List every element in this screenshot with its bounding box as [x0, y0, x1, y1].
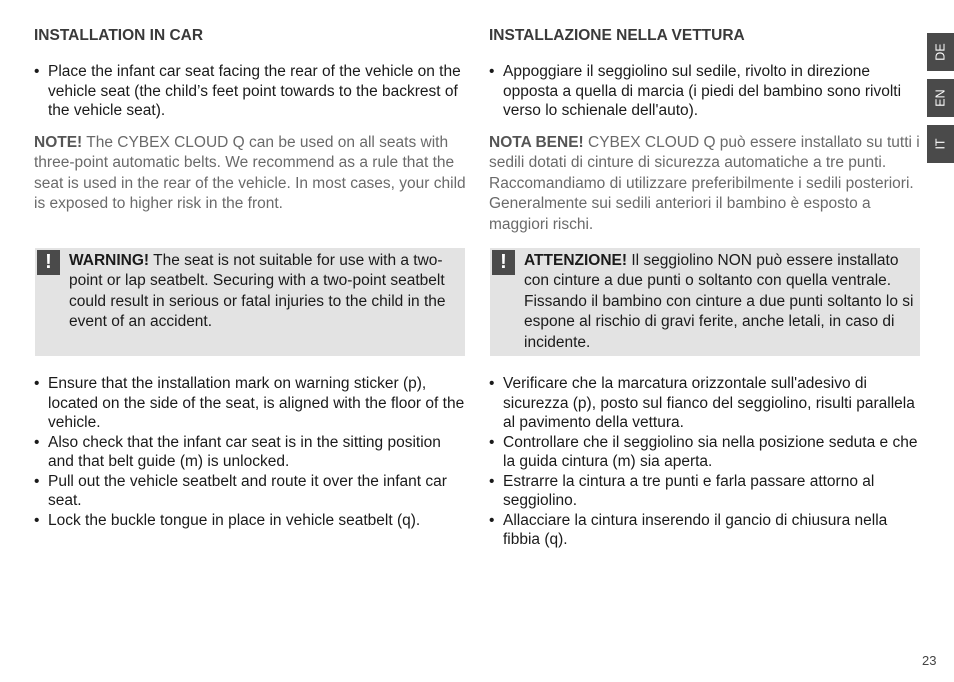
steps-list-en [34, 374, 466, 530]
section-heading-it: INSTALLAZIONE NELLA VETTURA [489, 27, 745, 44]
list-item: • Ensure that the installation mark on warning sticker (p), located on the side of the seat, is aligned with the floor of the vehicle. [34, 375, 465, 431]
page-number: 23 [922, 653, 937, 668]
bullet-icon: • [34, 433, 40, 451]
bullet-icon: • [34, 375, 40, 392]
note-text: The CYBEX CLOUD Q can be used on all seats with three-point automatic belts. We recommend as a rule that the seat is used in the rear of the vehicle. In most cases, your child is exposed to higher risk in the front. [34, 133, 466, 212]
bullet-icon: • [489, 433, 495, 451]
warning-icon: ! [492, 250, 515, 275]
intro-list-it [489, 62, 921, 121]
note-label: NOTA BENE! [489, 133, 584, 151]
warning-text-en [69, 251, 459, 333]
steps-list-it [489, 374, 921, 550]
list-item: • Estrarre la cintura a tre punti e farla passare attorno al seggiolino. [489, 472, 875, 509]
english-column [34, 26, 466, 215]
bullet-icon: • [489, 63, 495, 80]
list-item: • Appoggiare il seggiolino sul sedile, rivolto in direzione opposta a quella di marcia (i piedi del bambino sono rivolti verso lo schienale dell'auto). [489, 63, 902, 119]
bullet-icon: • [489, 511, 495, 529]
tab-de[interactable]: DE [927, 33, 954, 71]
warning-text-it [524, 251, 914, 353]
list-item: • Also check that the infant car seat is in the sitting position and that belt guide (m) is unlocked. [34, 433, 441, 470]
warning-box-en [35, 248, 465, 356]
list-item: • Verificare che la marcatura orizzontale sull'adesivo di sicurezza (p), posto sul fianco del seggiolino, risulti parallela al pavimento della vettura. [489, 375, 915, 431]
warning-body: Il seggiolino NON può essere installato con cinture a due punti o soltanto con quella ventrale. Fissando il bambino con cinture a due punti soltanto lo si espone al rischio di gravi ferite, anche letali, in caso di incidente. [524, 252, 914, 351]
warning-box-it [490, 248, 920, 356]
list-item: • Lock the buckle tongue in place in vehicle seatbelt (q). [34, 511, 421, 529]
note-paragraph-en [34, 133, 466, 215]
italian-column [489, 26, 921, 235]
bullet-icon: • [489, 375, 495, 392]
bullet-icon: • [34, 511, 40, 529]
list-item: • Pull out the vehicle seatbelt and route it over the infant car seat. [34, 472, 447, 509]
note-paragraph-it [489, 133, 921, 236]
warning-label: ATTENZIONE! [524, 252, 628, 269]
tab-en[interactable]: EN [927, 79, 954, 117]
list-item: • Place the infant car seat facing the rear of the vehicle on the vehicle seat (the child’s feet point towards to the backrest of the vehicle seat). [34, 63, 461, 119]
note-label: NOTE! [34, 133, 83, 151]
list-item: • Controllare che il seggiolino sia nella posizione seduta e che la guida cintura (m) sia aperta. [489, 433, 918, 470]
bullet-icon: • [489, 472, 495, 490]
bullet-icon: • [34, 63, 40, 80]
bullet-icon: • [34, 472, 40, 490]
warning-body: The seat is not suitable for use with a two-point or lap seatbelt. Securing with a two-point seatbelt could result in serious or fatal injuries to the child in the event of an accident. [69, 252, 446, 331]
section-heading-en: INSTALLATION IN CAR [34, 27, 204, 44]
intro-list-en [34, 62, 466, 121]
warning-icon: ! [37, 250, 60, 275]
tab-it[interactable]: IT [927, 125, 954, 163]
list-item: • Allacciare la cintura inserendo il gancio di chiusura nella fibbia (q). [489, 511, 888, 548]
warning-label: WARNING! [69, 252, 150, 269]
note-text: CYBEX CLOUD Q può essere installato su tutti i sedili dotati di cinture di sicurezza automatiche a tre punti. Raccomandiamo di utilizzare preferibilmente i sedili posteriori. Generalmente sui sedili anteriori il bambino è esposto a maggiori rischi. [489, 133, 920, 233]
